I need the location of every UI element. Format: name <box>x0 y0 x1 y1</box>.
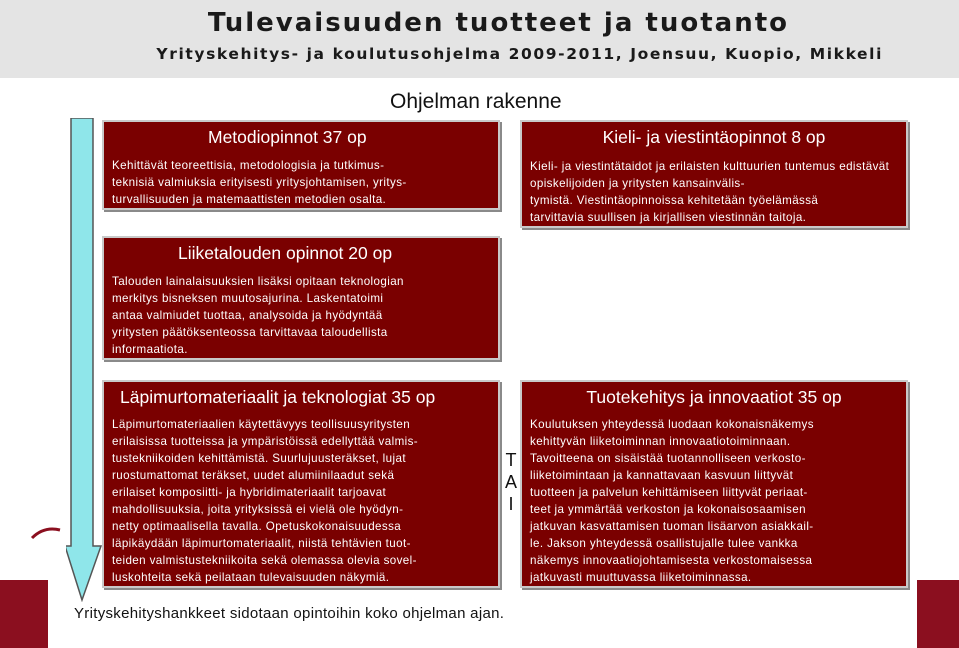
page-subtitle: Yrityskehitys- ja koulutusohjelma 2009-2011, Joensuu, Kuopio, Mikkeli <box>156 45 883 63</box>
box-kieli-viestinta <box>520 120 908 228</box>
footer-note: Yrityskehityshankkeet sidotaan opintoihin koko ohjelman ajan. <box>74 605 505 622</box>
box-description: Kehittävät teoreettisia, metodologisia ja tutkimus- teknisiä valmiuksia erityisesti yritysjohtamisen, yritys- turvallisuuden ja matemaattisten metodien osalta. <box>112 159 407 206</box>
logo-swoosh-icon <box>30 520 66 544</box>
page-title: Tulevaisuuden tuotteet ja tuotanto <box>207 8 789 38</box>
box-description: Kieli- ja viestintätaidot ja erilaisten kulttuurien tuntemus edistävät opiskelijoiden ja yritysten kansainvälis- tymistä. Viestintäopinnoissa kehitetään työelämässä tarvittavia suullisen ja kirjallisen viestinnän taitoja. <box>530 160 890 224</box>
box-title: Liiketalouden opinnot 20 op <box>178 243 393 263</box>
box-lapimurtomateriaalit <box>102 380 500 588</box>
box-title: Kieli- ja viestintäopinnot 8 op <box>602 127 826 147</box>
header-banner <box>0 0 959 78</box>
corner-accent-right <box>917 580 959 648</box>
box-liiketalous <box>102 236 500 360</box>
box-title: Tuotekehitys ja innovaatiot 35 op <box>586 387 842 407</box>
box-tuotekehitys <box>520 380 908 588</box>
box-description: Koulutuksen yhteydessä luodaan kokonaisnäkemys kehittyvän liiketoiminnan innovaatiotoiminnaan. Tavoitteena on sisäistää tuotannolliseen verkosto- liiketoimintaan ja kannattavaan kasvuun liittyvät tuotteen ja palvelun kehittämiseen liittyvät periaat- teet ja ymmärtää verkoston ja kokonaisosaamisen jatkuvan kasvattamisen tuoman lisäarvon asiakkail- le. Jakson yhteydessä osallistujalle tulee vankka näkemys innovaatiojohtamisesta verkostomaisessa jatkuvasti muuttuvassa liiketoiminnassa. <box>530 418 814 584</box>
box-title: Metodiopinnot 37 op <box>208 127 367 147</box>
tai-label: T A I <box>504 450 517 514</box>
box-metodiopinnot <box>102 120 500 210</box>
box-description: Talouden lainalaisuuksien lisäksi opitaan teknologian merkitys bisneksen muutosajurina. Laskentatoimi antaa valmiudet tuottaa, analysoida ja hyödyntää yritysten päätöksenteossa tarvittavaa taloudellista informaatiota. <box>112 275 404 356</box>
structure-heading: Ohjelman rakenne <box>390 90 562 113</box>
corner-accent-left <box>0 580 48 648</box>
box-description: Läpimurtomateriaalien käytettävyys teollisuusyritysten erilaisissa tuotteissa ja ympäristöissä edellyttää valmis- tustekniikoiden kehittämistä. Suurlujuusteräkset, lujat ruostumattomat teräkset, uudet alumiinilaadut sekä erilaiset komposiitti- ja hybridimateriaalit tarjoavat mahdollisuuksia, joita yrityksissä ei vielä ole hyödyn- netty optimaalisella tavalla. Opetuskokonaisuudessa läpikäydään läpimurtomateriaalit, niistä tehtävien tuot- teiden valmistustekniikoita sekä olemassa olevia sovel- luskohteita sekä peilataan tulevaisuuden näkymiä. <box>112 418 419 584</box>
down-arrow-icon <box>66 118 102 602</box>
box-title: Läpimurtomateriaalit ja teknologiat 35 op <box>120 387 436 407</box>
